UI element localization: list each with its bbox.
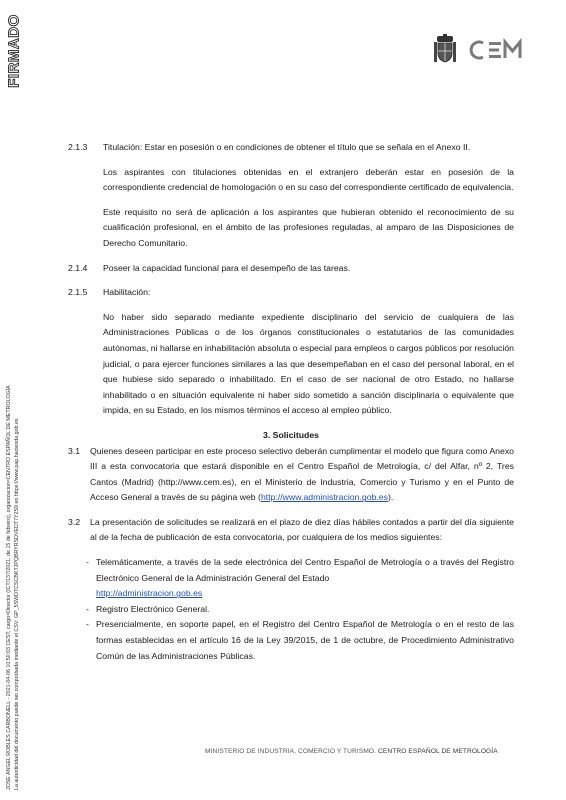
firmado-stamp (4, 6, 24, 96)
section-heading: 3. Solicitudes (262, 429, 319, 440)
section-number: 2.1.4 (68, 262, 88, 273)
section-title: Titulación: Estar en posesión o en condiciones de obtener el título que se señala en el Anexo II. (103, 142, 471, 152)
page-footer (205, 748, 498, 755)
administracion-link[interactable]: http://www.administracion.gob.es (260, 492, 388, 503)
section-number: 3.1 (68, 445, 81, 456)
paragraph (90, 444, 514, 506)
signature-line-2: La autenticidad del documento puede ser comprobada mediante el CSV: GP_5SWDTCSCBKTJPQBRYRSDVEDT7Y2S9 en https://www.pap.hacienda.gob.es (14, 418, 20, 790)
list-item (86, 602, 514, 618)
signature-line-1: JOSE ANGEL ROBLES CARBONELL - 2021-04-06 10:50:03 CEST, cargo=Director (ICT/137/2021, de 15 de febrero), organizacion=CENTRO ESPAÑOL DE METROLOGÍA (6, 385, 12, 790)
paragraph: No haber sido separado mediante expediente disciplinario del servicio de cualquiera de las Administraciones Públicas o de los órganos constitucionales o estatutarios de las comunidades autónomas, ni hallarse en inhabilitación absoluta o especial para empleos o cargos públicos por resolución judicial, o para ejercer funciones similares a las que desempeñaban en el caso del personal laboral, en el que hubiese sido separado o inhabilitado. En el caso de ser nacional de otro Estado, no hallarse inhabilitado o en situación equivalente ni haber sido sometido a sanción disciplinaria o equivalente que impida, en su Estado, en los mismos términos el acceso al empleo público. (103, 311, 514, 416)
section-number: 3.2 (68, 516, 81, 527)
paragraph-end: ). (387, 492, 394, 503)
header-logos (434, 34, 528, 66)
section-title: Habilitación: (103, 287, 151, 298)
firmado-text: FIRMADO (5, 14, 23, 88)
footer-center: CENTRO ESPAÑOL DE METROLOGÍA (378, 748, 498, 755)
bullet-dash: - (86, 557, 89, 568)
paragraph-text: Quienes deseen participar en este proceso selectivo deberán cumplimentar el modelo que figura como Anexo III a esta convocatoria que estará disponible en el Centro Español de Metrología, c/ del Alfar, nº 2, Tres Cantos (Madrid) (http://www.cem.es), en el Ministerio de Industria, Comercio y Turismo y en el Punto de Acceso General a través de su página web ( (90, 445, 514, 503)
list-item-text (96, 555, 514, 602)
signature-sidebar (0, 260, 26, 800)
bullet-dash: - (86, 603, 89, 614)
list-item (86, 555, 514, 602)
section-2-1-4 (68, 261, 514, 277)
paragraph: Este requisito no será de aplicación a los aspirantes que hubieran obtenido el reconocimiento de su cualificación profesional, en el ámbito de las profesiones reguladas, al amparo de las Disposiciones de Derecho Comunitario. (103, 206, 514, 248)
section-3-1 (68, 444, 514, 506)
footer-ministry: MINISTERIO DE INDUSTRIA, COMERCIO Y TURISMO. (205, 748, 377, 755)
bullet-2-text: Registro Electrónico General. (96, 603, 210, 614)
bullet-3-text: Presencialmente, en soporte papel, en el Registro del Centro Español de Metrología o en el resto de las formas establecidas en el artículo 16 de la Ley 39/2015, de 1 de octubre, de Procedimiento Administrativo Común de las Administraciones Públicas. (96, 619, 514, 661)
bullet-dash: - (86, 619, 89, 630)
list-item (86, 617, 514, 664)
section-number: 2.1.5 (68, 287, 88, 298)
section-2-1-3 (68, 140, 514, 156)
coat-of-arms-icon (434, 34, 456, 66)
section-title: Poseer la capacidad funcional para el desempeño de las tareas. (103, 262, 351, 273)
section-2-1-5 (68, 285, 514, 301)
paragraph: Los aspirantes con titulaciones obtenidas en el extranjero deberán estar en posesión de la correspondiente credencial de homologación o en su caso del correspondiente certificado de equivalencia. (103, 166, 514, 193)
cem-logo (468, 38, 528, 62)
section-number: 2.1.3 (68, 142, 88, 152)
document-body (68, 140, 514, 664)
paragraph: La presentación de solicitudes se realizará en el plazo de diez días hábiles contados a partir del día siguiente al de la fecha de publicación de esta convocatoria, por cualquiera de los medios siguientes: (90, 516, 514, 543)
bullet-1-text: Telemáticamente, a través de la sede electrónica del Centro Español de Metrología o a través del Registro Electrónico General de la Administración General del Estado (96, 557, 514, 583)
section-3-2 (68, 515, 514, 546)
administracion-gob-link[interactable]: http://administracion.gob.es (96, 588, 203, 599)
